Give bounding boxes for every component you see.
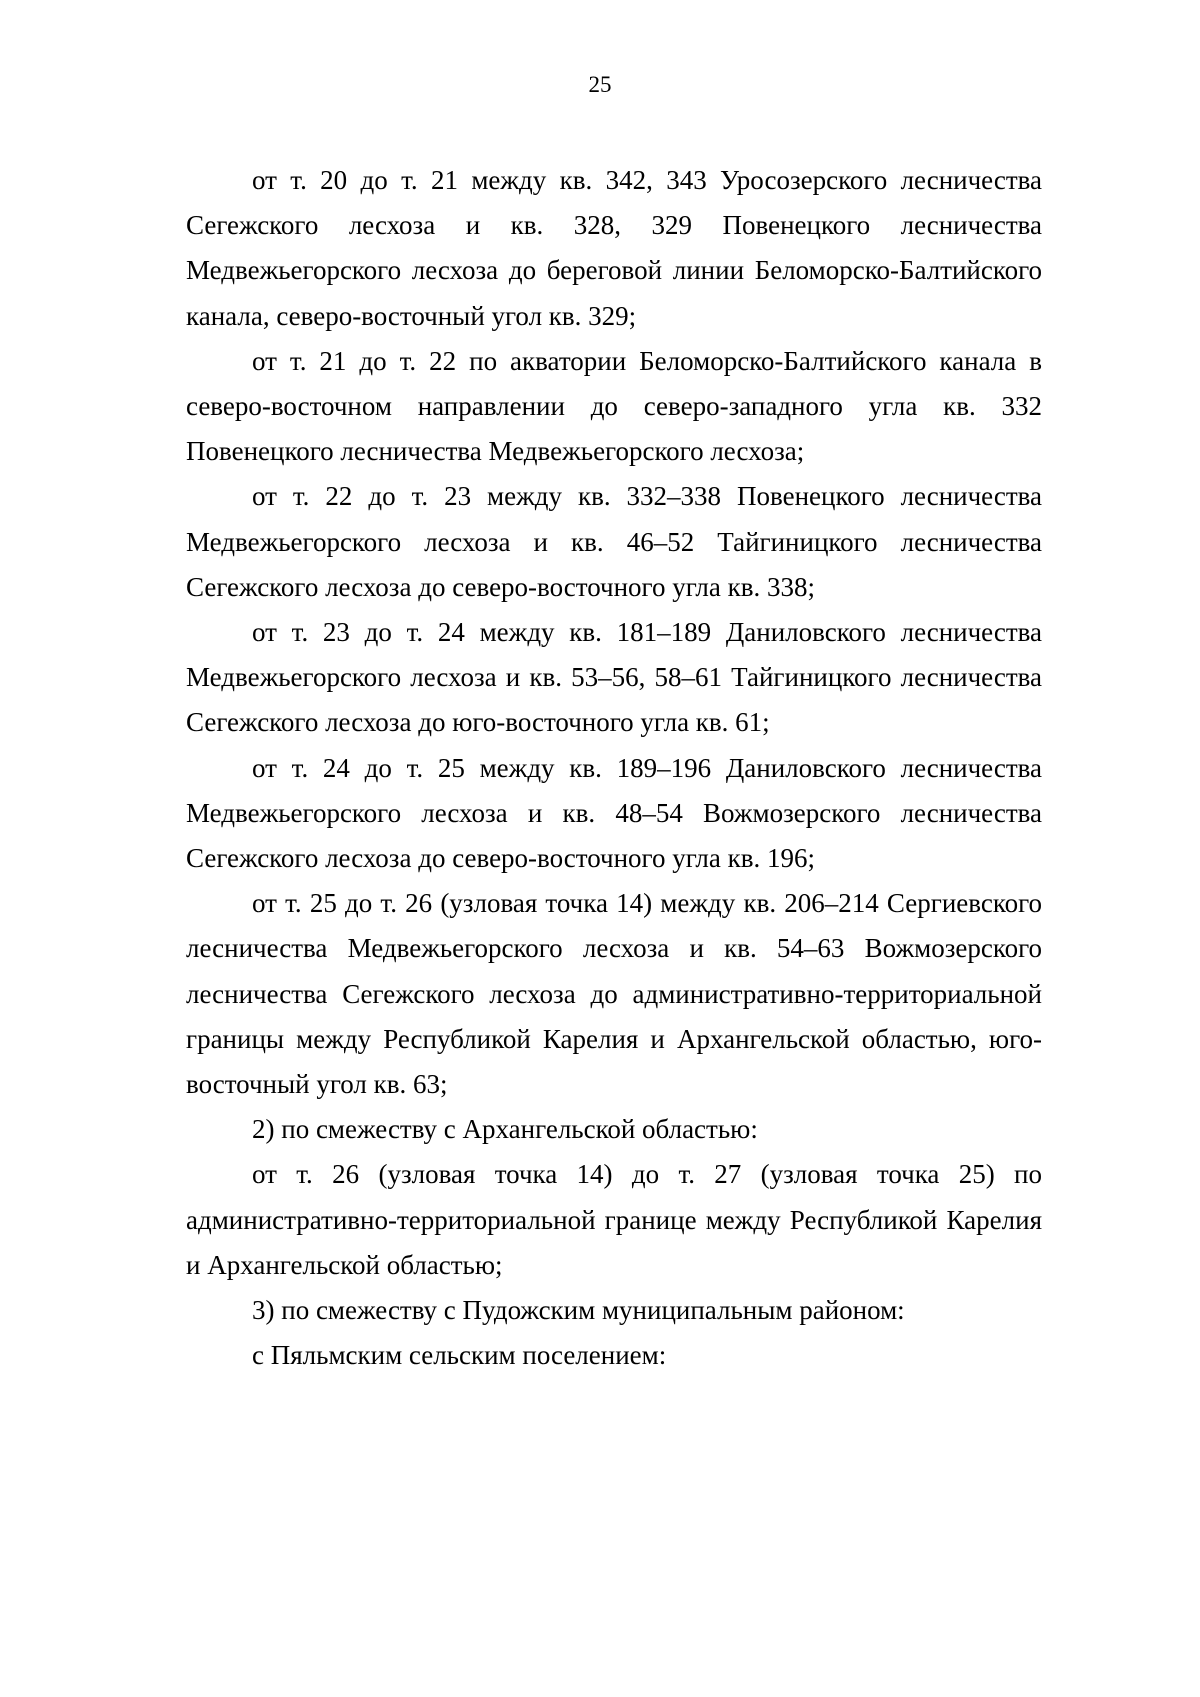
paragraph-segment-25-26: от т. 25 до т. 26 (узловая точка 14) между кв. 206–214 Сергиевского лесничества Медвежьегорского лесхоза и кв. 54–63 Вожмозерского лесничества Сегежского лесхоза до административно-территориальной границы между Республикой Карелия и Архангельской областью, юго-восточный угол кв. 63;	[186, 888, 1042, 1100]
document-body	[186, 158, 1042, 1378]
paragraph-segment-24-25: от т. 24 до т. 25 между кв. 189–196 Даниловского лесничества Медвежьегорского лесхоза и кв. 48–54 Вожмозерского лесничества Сегежского лесхоза до северо-восточного угла кв. 196;	[186, 752, 1042, 874]
section-heading-arkhangelsk: 2) по смежеству с Архангельской областью:	[252, 1114, 758, 1145]
section-heading-pudozh: 3) по смежеству с Пудожским муниципальным районом:	[252, 1295, 905, 1326]
paragraph-segment-26-27: от т. 26 (узловая точка 14) до т. 27 (узловая точка 25) по административно-территориальной границе между Республикой Карелия и Архангельской областью;	[186, 1159, 1042, 1280]
page-number: 25	[588, 72, 612, 97]
paragraph-segment-20-21: от т. 20 до т. 21 между кв. 342, 343 Уросозерского лесничества Сегежского лесхоза и кв. 328, 329 Повенецкого лесничества Медвежьегорского лесхоза до береговой линии Беломорско-Балтийского канала, северо-восточный угол кв. 329;	[186, 165, 1042, 331]
subheading-pyalma: с Пяльмским сельским поселением:	[252, 1340, 667, 1371]
paragraph-segment-23-24: от т. 23 до т. 24 между кв. 181–189 Даниловского лесничества Медвежьегорского лесхоза и кв. 53–56, 58–61 Тайгиницкого лесничества Сегежского лесхоза до юго-восточного угла кв. 61;	[186, 617, 1042, 738]
paragraph-segment-22-23: от т. 22 до т. 23 между кв. 332–338 Повенецкого лесничества Медвежьегорского лесхоза и кв. 46–52 Тайгиницкого лесничества Сегежского лесхоза до северо-восточного угла кв. 338;	[186, 481, 1042, 602]
paragraph-segment-21-22: от т. 21 до т. 22 по акватории Беломорско-Балтийского канала в северо-восточном направлении до северо-западного угла кв. 332 Повенецкого лесничества Медвежьегорского лесхоза;	[186, 345, 1042, 467]
